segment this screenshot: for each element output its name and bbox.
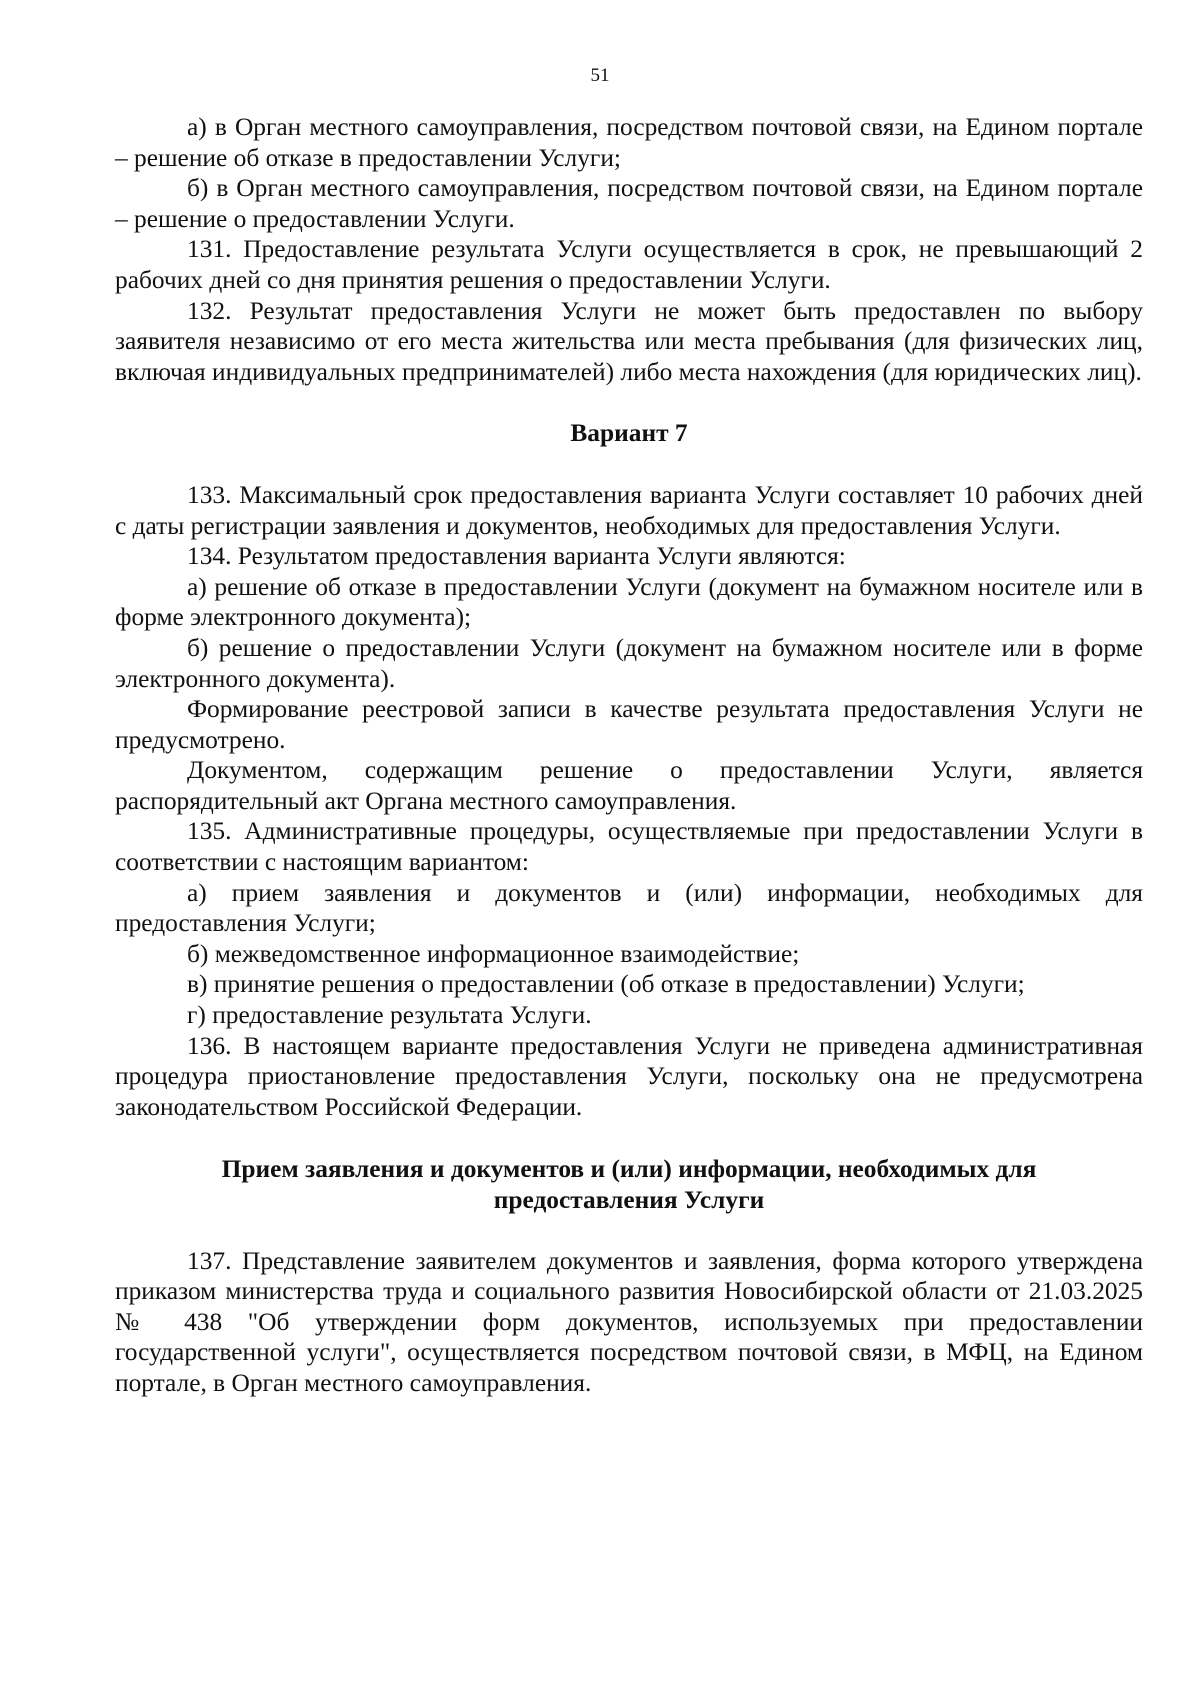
paragraph-137: 137. Представление заявителем документов и заявления, форма которого утверждена приказом министерства труда и социального развития Новосибирской области от 21.03.2025 № 438 "Об утверждении форм документов, используемых при предоставлении государственной услуги", осуществляется посредством почтовой связи, в МФЦ, на Едином портале, в Орган местного самоуправления. <box>115 1246 1143 1397</box>
paragraph-135: 135. Административные процедуры, осуществляемые при предоставлении Услуги в соответствии с настоящим вариантом: <box>115 817 1143 877</box>
paragraph-decision-document: Документом, содержащим решение о предоставлении Услуги, является распорядительный акт Органа местного самоуправления. <box>115 756 1143 815</box>
page-number: 51 <box>590 65 610 86</box>
paragraph-134: 134. Результатом предоставления варианта Услуги являются: <box>187 542 846 571</box>
paragraph-135-v: в) принятие решения о предоставлении (об отказе в предоставлении) Услуги; <box>187 970 1025 999</box>
paragraph-131: 131. Предоставление результата Услуги осуществляется в срок, не превышающий 2 рабочих дней со дня принятия решения о предоставлении Услуги. <box>115 235 1143 294</box>
heading-application-intake: Прием заявления и документов и (или) информации, необходимых для предоставления Услуги <box>221 1155 1037 1214</box>
paragraph-134-b: б) решение о предоставлении Услуги (документ на бумажном носителе или в форме электронного документа). <box>115 633 1143 693</box>
paragraph-135-g: г) предоставление результата Услуги. <box>187 1001 592 1030</box>
document-body <box>115 112 1143 1399</box>
paragraph-registry-entry: Формирование реестровой записи в качестве результата предоставления Услуги не предусмотрено. <box>115 695 1143 754</box>
paragraph-133: 133. Максимальный срок предоставления варианта Услуги составляет 10 рабочих дней с даты регистрации заявления и документов, необходимых для предоставления Услуги. <box>115 480 1143 540</box>
paragraph-135-b: б) межведомственное информационное взаимодействие; <box>187 939 800 968</box>
paragraph-134-a: а) решение об отказе в предоставлении Услуги (документ на бумажном носителе или в форме электронного документа); <box>115 572 1143 632</box>
paragraph-b-approval-delivery: б) в Орган местного самоуправления, посредством почтовой связи, на Едином портале – решение о предоставлении Услуги. <box>115 174 1143 233</box>
paragraph-a-refusal-delivery: а) в Орган местного самоуправления, посредством почтовой связи, на Едином портале – решение об отказе в предоставлении Услуги; <box>115 113 1143 172</box>
paragraph-135-a: а) прием заявления и документов и (или) информации, необходимых для предоставления Услуги; <box>115 878 1143 938</box>
paragraph-132: 132. Результат предоставления Услуги не может быть предоставлен по выбору заявителя независимо от его места жительства или места пребывания (для физических лиц, включая индивидуальных предпринимателей) либо места нахождения (для юридических лиц). <box>115 296 1143 386</box>
paragraph-136: 136. В настоящем варианте предоставления Услуги не приведена административная процедура приостановление предоставления Услуги, поскольку она не предусмотрена законодательством Российской Федерации. <box>115 1031 1143 1121</box>
heading-variant-7: Вариант 7 <box>570 419 688 448</box>
